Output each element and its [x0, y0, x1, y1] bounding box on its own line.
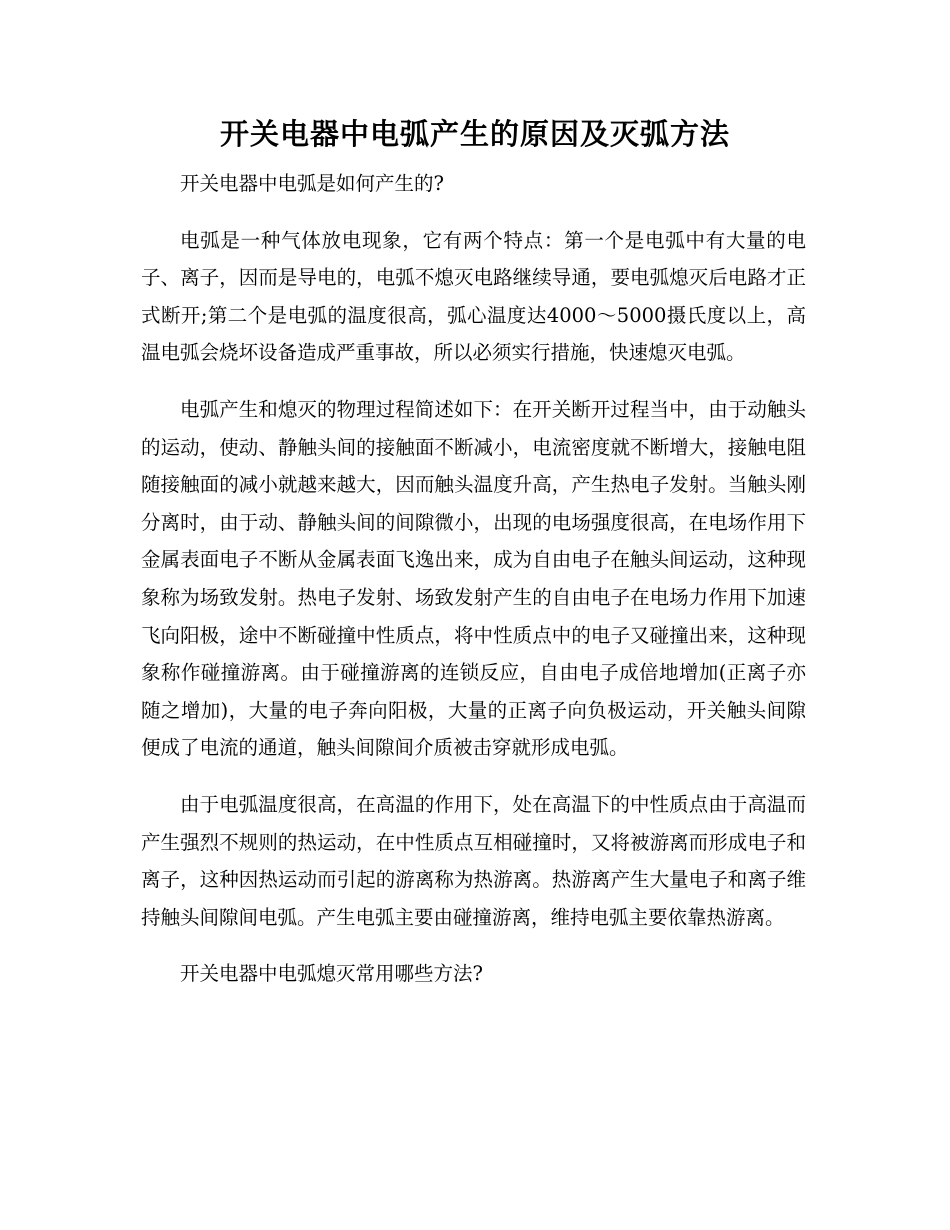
paragraph-thermal-ionization: 由于电弧温度很高，在高温的作用下，处在高温下的中性质点由于高温而产生强烈不规则的热运动，在中性质点互相碰撞时，又将被游离而形成电子和离子，这种因热运动而引起的游离称为热游离。热游离产生大量电子和离子维持触头间隙间电弧。产生电弧主要由碰撞游离，维持电弧主要依靠热游离。 — [141, 792, 806, 929]
section-question-arc-origin: 开关电器中电弧是如何产生的? — [180, 172, 444, 195]
document-body — [141, 165, 806, 1012]
section-question-arc-extinguishing: 开关电器中电弧熄灭常用哪些方法? — [180, 962, 483, 986]
document-title: 开关电器中电弧产生的原因及灭弧方法 — [219, 117, 730, 151]
paragraph-arc-physical-process: 电弧产生和熄灭的物理过程简述如下：在开关断开过程当中，由于动触头的运动，使动、静触头间的接触面不断减小，电流密度就不断增大，接触电阻随接触面的减小就越来越大，因而触头温度升高，产生热电子发射。当触头刚分离时，由于动、静触头间的间隙微小，出现的电场强度很高，在电场作用下金属表面电子不断从金属表面飞逸出来，成为自由电子在触头间运动，这种现象称为场致发射。热电子发射、场致发射产生的自由电子在电场力作用下加速飞向阳极，途中不断碰撞中性质点，将中性质点中的电子又碰撞出来，这种现象称作碰撞游离。由于碰撞游离的连锁反应，自由电子成倍地增加(正离子亦随之增加)，大量的电子奔向阳极，大量的正离子向负极运动，开关触头间隙便成了电流的通道，触头间隙间介质被击穿就形成电弧。 — [141, 397, 806, 760]
paragraph-arc-characteristics: 电弧是一种气体放电现象，它有两个特点：第一个是电弧中有大量的电子、离子，因而是导电的，电弧不熄灭电路继续导通，要电弧熄灭后电路才正式断开;第二个是电弧的温度很高，弧心温度达4000～5000摄氏度以上，高温电弧会烧坏设备造成严重事故，所以必须实行措施，快速熄灭电弧。 — [141, 228, 806, 365]
